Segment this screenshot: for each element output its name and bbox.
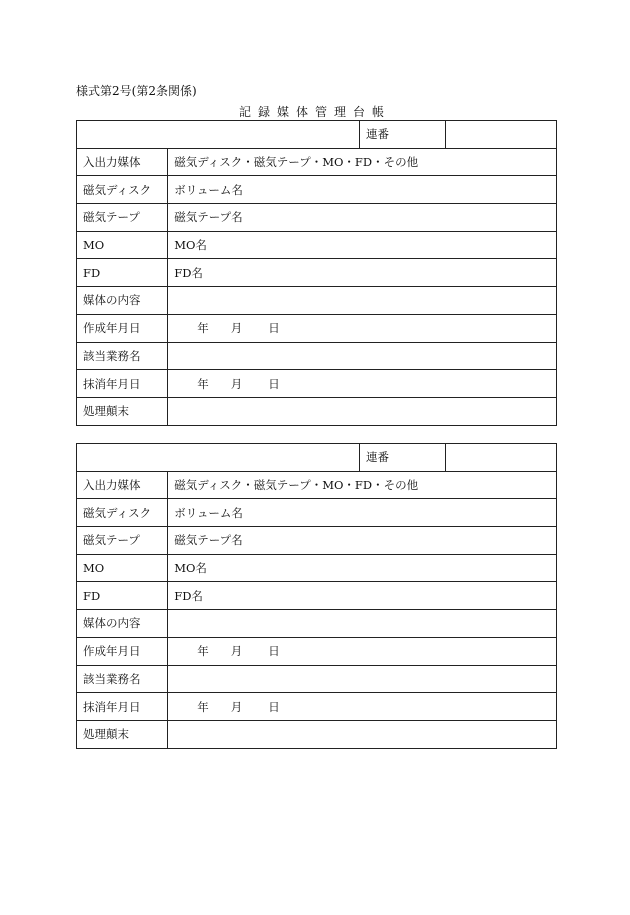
contents-label: 媒体の内容 [77,287,168,315]
table-row [77,527,557,555]
disposal-label: 処理顛末 [77,720,168,748]
erased-date-label: 抹消年月日 [77,693,168,721]
volume-name-field[interactable]: ボリューム名 [168,499,557,527]
table-row [77,665,557,693]
month-unit: 月 [230,644,243,659]
month-unit: 月 [230,699,243,714]
erased-date-field[interactable] [168,693,557,721]
mo-name-field[interactable]: MO名 [168,231,557,259]
table-row [77,121,557,149]
document-title: 記録媒体管理台帳 [238,105,391,119]
table-row [77,370,557,398]
mo-label: MO [77,554,168,582]
day-unit: 日 [268,699,280,714]
magnetic-disk-label: 磁気ディスク [77,499,168,527]
mo-name-field[interactable]: MO名 [168,554,557,582]
table-row [77,693,557,721]
table-row [77,397,557,425]
table-row [77,444,557,472]
renban-field[interactable] [446,121,557,149]
disposal-label: 処理顛末 [77,397,168,425]
day-unit: 日 [268,644,280,659]
month-unit: 月 [230,321,243,336]
business-name-label: 該当業務名 [77,665,168,693]
fd-name-field[interactable]: FD名 [168,582,557,610]
media-type-field[interactable]: 磁気ディスク・磁気テープ・MO・FD・その他 [168,471,557,499]
table-row [77,582,557,610]
table-row [77,342,557,370]
table-row [77,176,557,204]
renban-field[interactable] [446,444,557,472]
created-date-field[interactable] [168,314,557,342]
table-row [77,314,557,342]
created-date-field[interactable] [168,637,557,665]
media-type-label: 入出力媒体 [77,471,168,499]
table-row [77,610,557,638]
table-row [77,231,557,259]
blank-header-cell [77,444,360,472]
contents-label: 媒体の内容 [77,610,168,638]
business-name-label: 該当業務名 [77,342,168,370]
ledger-table-1 [76,120,557,426]
day-unit: 日 [268,376,280,391]
created-date-label: 作成年月日 [77,637,168,665]
table-row [77,259,557,287]
table-row [77,499,557,527]
table-row [77,554,557,582]
magnetic-disk-label: 磁気ディスク [77,176,168,204]
volume-name-field[interactable]: ボリューム名 [168,176,557,204]
table-row [77,287,557,315]
year-unit: 年 [197,644,209,659]
table-row [77,148,557,176]
magnetic-tape-label: 磁気テープ [77,527,168,555]
table-row [77,471,557,499]
fd-label: FD [77,582,168,610]
table-row [77,204,557,232]
media-type-field[interactable]: 磁気ディスク・磁気テープ・MO・FD・その他 [168,148,557,176]
year-unit: 年 [197,699,209,714]
day-unit: 日 [268,321,280,336]
tape-name-field[interactable]: 磁気テープ名 [168,527,557,555]
created-date-label: 作成年月日 [77,314,168,342]
fd-label: FD [77,259,168,287]
tape-name-field[interactable]: 磁気テープ名 [168,204,557,232]
fd-name-field[interactable]: FD名 [168,259,557,287]
year-unit: 年 [197,321,209,336]
erased-date-field[interactable] [168,370,557,398]
disposal-field[interactable] [168,397,557,425]
business-name-field[interactable] [168,342,557,370]
year-unit: 年 [197,376,209,391]
ledger-table-2 [76,443,557,749]
month-unit: 月 [230,376,243,391]
blank-header-cell [77,121,360,149]
contents-field[interactable] [168,287,557,315]
renban-label: 連番 [360,444,446,472]
magnetic-tape-label: 磁気テープ [77,204,168,232]
form-number: 様式第2号(第2条関係) [76,84,197,98]
renban-label: 連番 [360,121,446,149]
table-row [77,720,557,748]
erased-date-label: 抹消年月日 [77,370,168,398]
disposal-field[interactable] [168,720,557,748]
contents-field[interactable] [168,610,557,638]
table-row [77,637,557,665]
mo-label: MO [77,231,168,259]
business-name-field[interactable] [168,665,557,693]
media-type-label: 入出力媒体 [77,148,168,176]
